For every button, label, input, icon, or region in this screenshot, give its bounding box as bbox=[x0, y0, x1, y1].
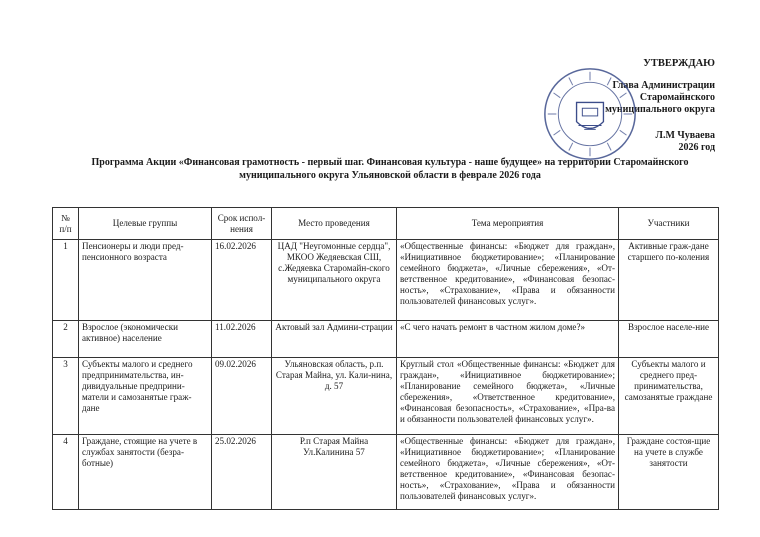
row-groups: Взрослое (экономически активное) население bbox=[79, 321, 212, 358]
row-participants: Граждане состоя-щие на учете в службе занятости bbox=[619, 435, 719, 510]
row-participants: Взрослое населе-ние bbox=[619, 321, 719, 358]
row-groups: Пенсионеры и люди пред-пенсионного возраста bbox=[79, 240, 212, 321]
row-num: 2 bbox=[53, 321, 79, 358]
official-seal bbox=[542, 66, 638, 162]
row-date: 16.02.2026 bbox=[212, 240, 272, 321]
approval-year: 2026 год bbox=[678, 142, 715, 153]
row-groups: Субъекты малого и среднего предпринимательства, ин-дивидуальные предприни-матели и самозанятые граж-дане bbox=[79, 358, 212, 435]
row-date: 09.02.2026 bbox=[212, 358, 272, 435]
row-num: 3 bbox=[53, 358, 79, 435]
title-line: муниципального округа Ульяновской области в феврале 2026 года bbox=[239, 169, 541, 181]
row-groups: Граждане, стоящие на учете в службах занятости (безра-ботные) bbox=[79, 435, 212, 510]
row-place: Ульяновская область, р.п. Старая Майна, ул. Кали-нина, д. 57 bbox=[272, 358, 397, 435]
row-place: Р.п Старая Майна Ул.Калинина 57 bbox=[272, 435, 397, 510]
row-participants: Активные граж-дане старшего по-коления bbox=[619, 240, 719, 321]
approval-name: Л.М Чуваева bbox=[655, 130, 715, 141]
row-topic: «Общественные финансы: «Бюджет для граждан», «Инициативное бюджетирование»; «Планирование семейного бюджета», «Личные сбережения», «От-ветственное кредитование», «Финансовая безопас-ность», «Страхование», «Права и обязанности пользователей финансовых услуг». bbox=[397, 435, 619, 510]
table-row bbox=[53, 321, 719, 358]
col-header-num: № п/п bbox=[53, 208, 79, 240]
approval-position-line: муниципального округа bbox=[605, 104, 715, 115]
col-header-groups: Целевые группы bbox=[79, 208, 212, 240]
row-num: 1 bbox=[53, 240, 79, 321]
approval-heading: УТВЕРЖДАЮ bbox=[643, 58, 715, 69]
row-date: 11.02.2026 bbox=[212, 321, 272, 358]
events-table bbox=[52, 207, 719, 510]
col-header-topic: Тема мероприятия bbox=[397, 208, 619, 240]
col-header-date: Срок испол- нения bbox=[212, 208, 272, 240]
table-row bbox=[53, 435, 719, 510]
table-header-row bbox=[53, 208, 719, 240]
row-participants: Субъекты малого и среднего пред-принимательства, самозанятые граждане bbox=[619, 358, 719, 435]
approval-position-line: Старомайнского bbox=[639, 92, 715, 103]
title-line: Программа Акции «Финансовая грамотность - первый шаг. Финансовая культура - наше будущее» на территории Старомайнского bbox=[91, 157, 689, 168]
table-row bbox=[53, 358, 719, 435]
row-topic: Круглый стол «Общественные финансы: «Бюджет для граждан», «Инициативное бюджетирование»; «Планирование семейного бюджета», «Личные сбережения», «Ответственное кредитование», «Финансовая безопасность», «Страхование», «Пра-ва и обязанности пользователей финансовых услуг». bbox=[397, 358, 619, 435]
document-title bbox=[40, 157, 740, 182]
row-date: 25.02.2026 bbox=[212, 435, 272, 510]
row-topic: «Общественные финансы: «Бюджет для граждан», «Инициативное бюджетирование»; «Планирование семейного бюджета», «Личные сбережения», «От-ветственное кредитование», «Финансовая безопас-ность», «Страхование», «Права и обязанности пользователей финансовых услуг». bbox=[397, 240, 619, 321]
row-place: ЦАД "Неугомонные сердца", МКОО Жедяевская СШ, с.Жедяевка Старомайн-ского муниципального округа bbox=[272, 240, 397, 321]
col-header-place: Место проведения bbox=[272, 208, 397, 240]
col-header-participants: Участники bbox=[619, 208, 719, 240]
row-num: 4 bbox=[53, 435, 79, 510]
approval-position-line: Глава Администрации bbox=[612, 80, 715, 91]
row-topic: «С чего начать ремонт в частном жилом доме?» bbox=[397, 321, 619, 358]
table-row bbox=[53, 240, 719, 321]
row-place: Актовый зал Админи-страции bbox=[272, 321, 397, 358]
